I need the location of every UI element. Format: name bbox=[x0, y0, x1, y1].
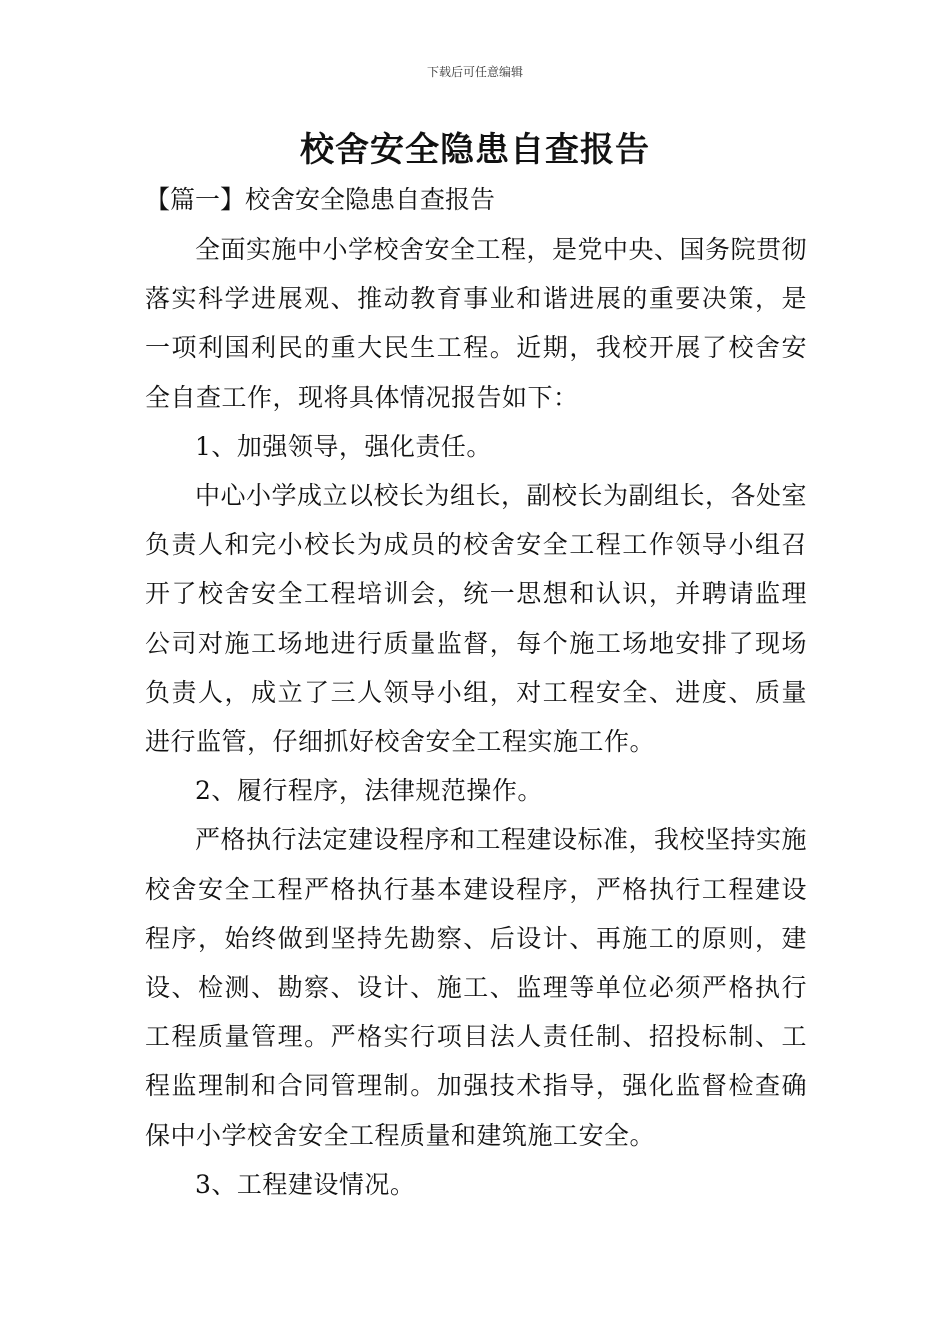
body-text bbox=[145, 225, 807, 1209]
paragraph-leadership: 中心小学成立以校长为组长，副校长为副组长，各处室负责人和完小校长为成员的校舍安全工程工作领导小组召开了校舍安全工程培训会，统一思想和认识，并聘请监理公司对施工场地进行质量监督，每个施工场地安排了现场负责人，成立了三人领导小组，对工程安全、进度、质量进行监管，仔细抓好校舍安全工程实施工作。 bbox=[145, 481, 808, 757]
paragraph-procedure: 严格执行法定建设程序和工程建设标准，我校坚持实施校舍安全工程严格执行基本建设程序，严格执行工程建设程序，始终做到坚持先勘察、后设计、再施工的原则，建设、检测、勘察、设计、施工、监理等单位必须严格执行工程质量管理。严格实行项目法人责任制、招投标制、工程监理制和合同管理制。加强技术指导，强化监督检查确保中小学校舍安全工程质量和建筑施工安全。 bbox=[145, 825, 808, 1150]
item-heading-3: 3、工程建设情况。 bbox=[195, 1169, 416, 1199]
document-title: 校舍安全隐患自查报告 bbox=[300, 130, 650, 170]
paragraph-intro: 全面实施中小学校舍安全工程，是党中央、国务院贯彻落实科学进展观、推动教育事业和谐进展的重要决策，是一项利国利民的重大民生工程。近期，我校开展了校舍安全自查工作，现将具体情况报告如下： bbox=[145, 235, 808, 412]
item-heading-1: 1、加强领导，强化责任。 bbox=[195, 431, 492, 461]
item-heading-2: 2、履行程序，法律规范操作。 bbox=[195, 776, 543, 806]
section-heading: 【篇一】校舍安全隐患自查报告 bbox=[145, 185, 496, 214]
header-note: 下载后可任意编辑 bbox=[426, 65, 523, 79]
